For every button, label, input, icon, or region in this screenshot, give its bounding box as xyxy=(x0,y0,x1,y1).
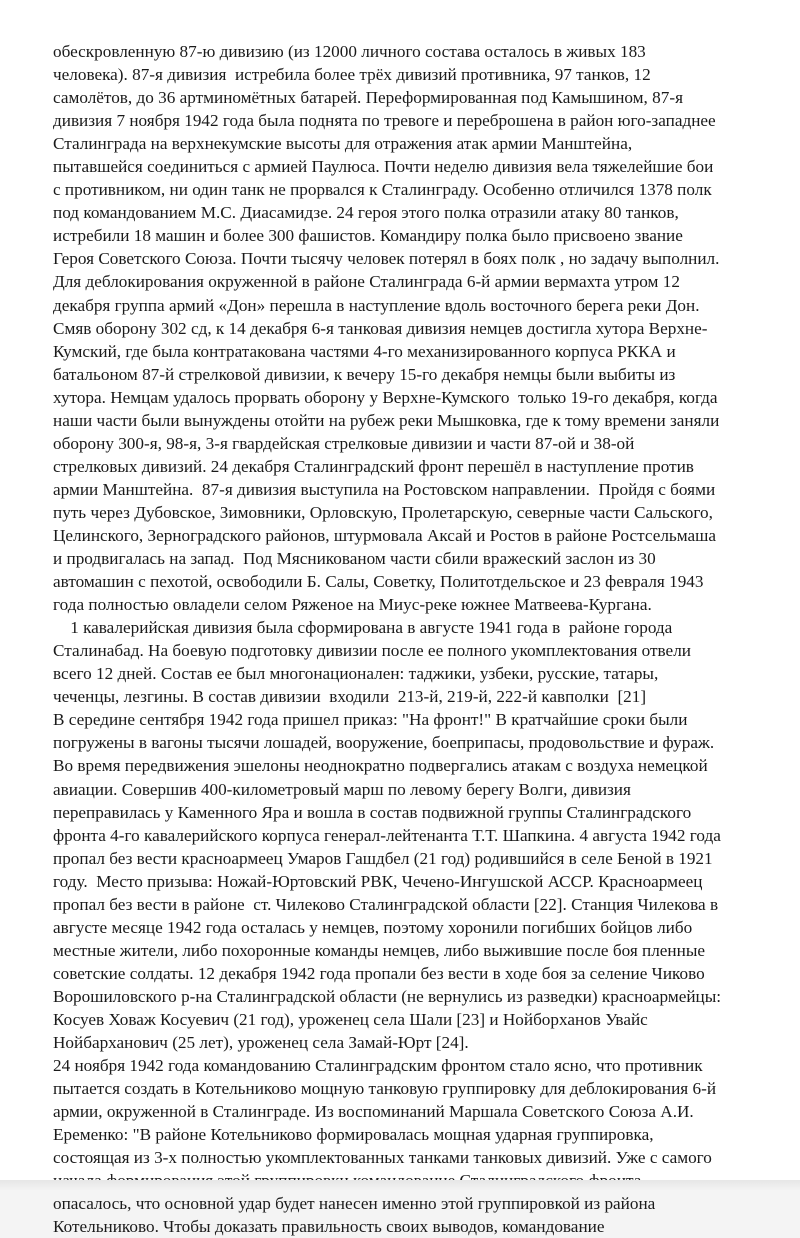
text-line: 1 кавалерийская дивизия была сформирована в августе 1941 года в районе города xyxy=(53,618,673,638)
text-line: Сталинграда на верхнекумские высоты для отражения атак армии Манштейна, xyxy=(53,134,633,154)
text-line: Для деблокирования окруженной в районе Сталинграда 6-й армии вермахта утром 12 xyxy=(53,272,680,292)
text-line: опасалось, что основной удар будет нанесен именно этой группировкой из района xyxy=(53,1194,656,1214)
text-line: обескровленную 87-ю дивизию (из 12000 личного состава осталось в живых 183 xyxy=(53,42,646,61)
text-line: под командованием М.С. Диасамидзе. 24 героя этого полка отразили атаку 80 танков, xyxy=(53,203,679,223)
text-line: всего 12 дней. Состав ее был многонационален: таджики, узбеки, русские, татары, xyxy=(53,664,659,684)
text-line: Кумский, где была контратакована частями 4-го механизированного корпуса РККА и xyxy=(53,341,676,361)
text-line: автомашин с пехотой, освободили Б. Салы, Советку, Политотдельское и 23 февраля 1943 xyxy=(53,572,704,592)
text-line: Еременко: "В районе Котельниково формировалась мощная ударная группировка, xyxy=(53,1125,654,1145)
text-line: В середине сентября 1942 года пришел приказ: "На фронт!" В кратчайшие сроки были xyxy=(53,710,688,730)
text-line: батальоном 87-й стрелковой дивизии, к вечеру 15-го декабря немцы были выбиты из xyxy=(53,364,676,384)
text-line: года полностью овладели селом Ряженое на Миус-реке южнее Матвеева-Кургана. xyxy=(53,595,652,615)
text-line: году. Место призыва: Ножай-Юртовский РВК, Чечено-Ингушской АССР. Красноармеец xyxy=(53,871,703,891)
text-line: декабря группа армий «Дон» перешла в наступление вдоль восточного берега реки Дон. xyxy=(53,295,700,315)
text-line: пропал без вести в районе ст. Чилеково Сталинградской области [22]. Станция Чилекова в xyxy=(53,894,719,914)
text-line: хутора. Немцам удалось прорвать оборону у Верхне-Кумского только 19-го декабря, когда xyxy=(53,387,718,407)
text-line: человека). 87-я дивизия истребила более трёх дивизий противника, 97 танков, 12 xyxy=(53,65,651,85)
text-line: Косуев Ховаж Косуевич (21 год), уроженец села Шали [23] и Нойборханов Увайс xyxy=(53,1009,648,1029)
text-line: 24 ноября 1942 года командованию Сталинградским фронтом стало ясно, что противник xyxy=(53,1056,703,1076)
text-line: дивизия 7 ноября 1942 года была поднята по тревоге и переброшена в район юго-западнее xyxy=(53,111,716,131)
text-line: и продвигалась на запад. Под Мясникованом части сбили вражеский заслон из 30 xyxy=(53,549,656,569)
text-line: фронта 4-го кавалерийского корпуса генерал-лейтенанта Т.Т. Шапкина. 4 августа 1942 года xyxy=(53,825,721,845)
page-bottom-edge xyxy=(0,1180,800,1191)
text-line: Ворошиловского р-на Сталинградской области (не вернулись из разведки) красноармейцы: xyxy=(53,986,722,1006)
text-line: советские солдаты. 12 декабря 1942 года пропали без вести в ходе боя за селение Чиково xyxy=(53,963,705,983)
text-line: августе месяце 1942 года осталась у немцев, поэтому хоронили погибших бойцов либо xyxy=(53,917,693,937)
text-line: истребили 18 машин и более 300 фашистов. Командиру полка было присвоено звание xyxy=(53,226,683,246)
text-line: чеченцы, лезгины. В состав дивизии входили 213-й, 219-й, 222-й кавполки [21] xyxy=(53,687,647,707)
text-line: армии, окруженной в Сталинграде. Из воспоминаний Маршала Советского Союза А.И. xyxy=(53,1102,694,1122)
text-line: наши части были вынуждены отойти на рубеж реки Мышковка, где к тому времени заняли xyxy=(53,410,720,430)
text-line: армии Манштейна. 87-я дивизия выступила на Ростовском направлении. Пройдя с боями xyxy=(53,479,716,499)
text-line: погружены в вагоны тысячи лошадей, вооружение, боеприпасы, продовольствие и фураж. xyxy=(53,733,715,753)
text-line: авиации. Совершив 400-километровый марш по левому берегу Волги, дивизия xyxy=(53,779,631,799)
text-line: с противником, ни один танк не прорвался к Сталинграду. Особенно отличился 1378 полк xyxy=(53,180,712,200)
text-line: Нойбарханович (25 лет), уроженец села Замай-Юрт [24]. xyxy=(53,1033,469,1053)
text-line: местные жители, либо похоронные команды немцев, либо выжившие после боя пленные xyxy=(53,940,706,960)
text-line: Целинского, Зерноградского районов, штурмовала Аксай и Ростов в районе Ростсельмаша xyxy=(53,525,717,545)
text-line: пытается создать в Котельниково мощную танковую группировку для деблокирования 6-й xyxy=(53,1079,717,1099)
text-line: Котельниково. Чтобы доказать правильность своих выводов, командование xyxy=(53,1217,605,1237)
text-line: самолётов, до 36 артминомётных батарей. Переформированная под Камышином, 87-я xyxy=(53,88,683,108)
text-line: Во время передвижения эшелоны неоднократно подвергались атакам с воздуха немецкой xyxy=(53,756,708,776)
text-line: путь через Дубовское, Зимовники, Орловскую, Пролетарскую, северные части Сальского, xyxy=(53,502,713,522)
text-line: Героя Советского Союза. Почти тысячу человек потерял в боях полк , но задачу выполнил. xyxy=(53,249,720,269)
text-line: пытавшейся соединиться с армией Паулюса. Почти неделю дивизия вела тяжелейшие бои xyxy=(53,157,714,177)
text-line: состоящая из 3-х полностью укомплектованных танками танковых дивизий. Уже с самого xyxy=(53,1148,712,1168)
text-line: оборону 300-я, 98-я, 3-я гвардейская стрелковые дивизии и части 87-ой и 38-ой xyxy=(53,433,635,453)
text-line: стрелковых дивизий. 24 декабря Сталинградский фронт перешёл в наступление против xyxy=(53,456,694,476)
text-line: переправилась у Каменного Яра и вошла в состав подвижной группы Сталинградского xyxy=(53,802,692,822)
document-body-text xyxy=(53,40,770,1238)
text-line: Сталинабад. На боевую подготовку дивизии после ее полного укомплектования отвели xyxy=(53,641,691,661)
text-line: пропал без вести красноармеец Умаров Гашдбел (21 год) родившийся в селе Беной в 1921 xyxy=(53,848,713,868)
text-line: Смяв оборону 302 сд, к 14 декабря 6-я танковая дивизия немцев достигла хутора Верхне- xyxy=(53,318,708,338)
